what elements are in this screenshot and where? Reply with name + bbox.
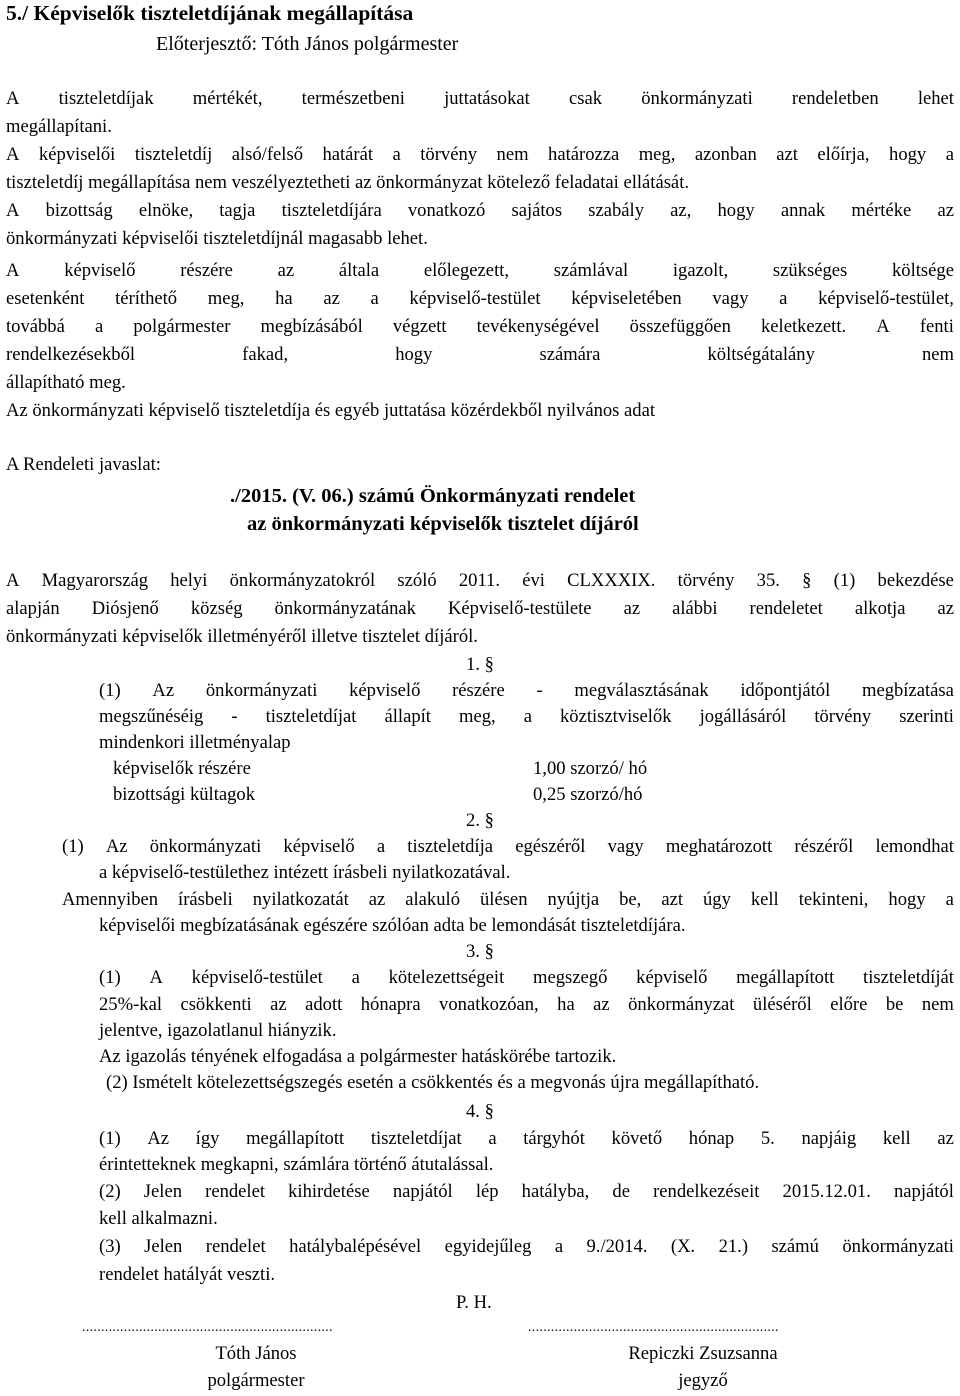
word: a — [370, 288, 379, 309]
word: tiszteletdíjak — [58, 88, 154, 109]
word: állapít — [384, 706, 431, 727]
word: hogy — [888, 889, 926, 910]
word: tiszteletdíját — [863, 967, 954, 988]
word: rendelkezéseit — [653, 1181, 760, 1202]
section2-line — [62, 886, 954, 914]
word: rendeletben — [791, 88, 879, 109]
word: törvény — [814, 706, 872, 727]
word: lép — [475, 1181, 499, 1202]
section4-line: érintetteknek megkapni, számlára történő átutalással. — [99, 1154, 494, 1175]
word: de — [612, 1181, 630, 1202]
word: alakuló — [405, 889, 460, 910]
word: vonatkozó — [407, 200, 486, 221]
word: képviselői — [38, 144, 116, 165]
word: vonatkozóan, — [439, 994, 539, 1015]
word: Az — [147, 1128, 170, 1149]
word: napjától — [392, 1181, 453, 1202]
word: A — [6, 88, 20, 109]
word: alábbi — [672, 598, 718, 619]
word: önkormányzatokról — [229, 570, 376, 591]
word: (1) — [833, 570, 856, 591]
word: egyidejűleg — [444, 1236, 532, 1257]
word: önkormányzati — [149, 836, 262, 857]
word: 2015.12.01. — [782, 1181, 871, 1202]
word: általa — [338, 260, 380, 281]
word: Jelen — [144, 1236, 183, 1257]
word: összefüggően — [629, 316, 731, 337]
intro-line — [6, 285, 954, 313]
word: 2011. — [458, 570, 501, 591]
word: megbízásából — [260, 316, 363, 337]
preamble-line: önkormányzati képviselők illetményéről illetve tisztelet díjáról. — [6, 626, 478, 647]
section4-line — [99, 1125, 954, 1153]
word: részéről — [794, 836, 854, 857]
section2-line — [62, 833, 954, 861]
decree-title-line1: ./2015. (V. 06.) számú Önkormányzati rendelet — [230, 485, 636, 507]
word: Képviselő-testülete — [448, 598, 592, 619]
word: (1) — [99, 967, 121, 988]
word: meg, — [458, 706, 496, 727]
word: ha — [275, 288, 293, 309]
word: (1) — [99, 1128, 121, 1149]
word: község — [190, 598, 243, 619]
word: meg, — [638, 144, 676, 165]
word: meg, — [207, 288, 245, 309]
word: alsó/felső — [231, 144, 303, 165]
word: mértékét, — [192, 88, 263, 109]
intro-line: önkormányzati képviselői tiszteletdíjnál magasabb lehet. — [6, 228, 428, 249]
word: rendeletet — [749, 598, 823, 619]
word: képviselő — [349, 680, 421, 701]
word: azt — [776, 144, 798, 165]
word: A — [6, 144, 20, 165]
word: 9./2014. — [586, 1236, 648, 1257]
word: megállapított — [736, 967, 835, 988]
word: nem — [921, 994, 954, 1015]
section-number: 3. § — [466, 941, 494, 962]
intro-justified-line: rendelkezésekből fakad, hogy számára költségátalány nem — [6, 344, 954, 365]
word: így — [195, 1128, 220, 1149]
section4-line: rendelet hatályát veszti. — [99, 1264, 276, 1285]
section4-line: kell alkalmazni. — [99, 1208, 218, 1229]
intro-line — [6, 257, 954, 285]
section4-line — [99, 1178, 954, 1206]
word: téríthető — [115, 288, 178, 309]
word: ülésen — [479, 889, 528, 910]
section1-line: mindenkori illetményalap — [99, 732, 291, 753]
word: mértéke — [851, 200, 912, 221]
section-number: 2. § — [466, 810, 494, 831]
word: tiszteletdíjára — [281, 200, 382, 221]
word: bizottság — [45, 200, 113, 221]
word: úgy — [702, 889, 731, 910]
word: képviselő — [64, 260, 136, 281]
word: (3) — [99, 1236, 121, 1257]
word: Diósjenő — [91, 598, 159, 619]
presenter-line: Előterjesztő: Tóth János polgármester — [156, 33, 459, 55]
word: képviselő-testület, — [818, 288, 954, 309]
word: fenti — [919, 316, 954, 337]
word: a — [523, 706, 532, 727]
decree-title-line2: az önkormányzati képviselők tisztelet díjáról — [247, 513, 639, 535]
word: tiszteletdíjat — [370, 1128, 462, 1149]
word: alkotja — [854, 598, 906, 619]
word: 35. — [756, 570, 780, 591]
word: természetbeni — [301, 88, 405, 109]
signature-line-left: .................................................................. — [82, 1320, 333, 1335]
section3-line: (2) Ismételt kötelezettségszegés esetén a csökkentés és a megvonás újra megállapítható. — [106, 1072, 760, 1093]
section4-line — [99, 1233, 954, 1261]
word: tevékenységével — [476, 316, 600, 337]
word: csökkenti — [180, 994, 252, 1015]
section-number: 1. § — [466, 654, 494, 675]
word: egészéről — [515, 836, 586, 857]
word: a — [488, 1128, 497, 1149]
word: adott — [305, 994, 343, 1015]
word: 5. — [760, 1128, 775, 1149]
word: végzett — [392, 316, 447, 337]
word: napjáig — [801, 1128, 857, 1149]
word: helyi — [170, 570, 208, 591]
word: törvény — [420, 144, 478, 165]
intro-line — [6, 197, 954, 225]
word: A — [6, 200, 20, 221]
word: rendelet — [205, 1181, 266, 1202]
signatory-name-left: Tóth János — [215, 1343, 297, 1364]
word: ha — [557, 994, 575, 1015]
intro-line — [6, 341, 954, 369]
word: képviseletében — [571, 288, 682, 309]
signature-line-right: .................................................................. — [528, 1320, 779, 1335]
word: a — [554, 1236, 564, 1257]
rate-value: 1,00 szorzó/ hó — [533, 758, 648, 779]
word: évi — [522, 570, 545, 591]
word: hónap — [688, 1128, 735, 1149]
word: önkormányzat — [628, 994, 735, 1015]
word: az — [277, 260, 295, 281]
word: (2) — [99, 1181, 121, 1202]
section1-line — [99, 677, 954, 705]
word: hatálybalépésével — [289, 1236, 422, 1257]
word: költsége — [892, 260, 954, 281]
word: vagy — [607, 836, 644, 857]
word: törvény — [677, 570, 735, 591]
word: megbízatása — [862, 680, 954, 701]
seal-mark: P. H. — [456, 1292, 492, 1313]
intro-line — [6, 85, 954, 113]
word: tárgyhót — [523, 1128, 585, 1149]
word: be — [885, 994, 904, 1015]
word: - — [536, 680, 543, 701]
word: be, — [619, 889, 642, 910]
word: Jelen — [143, 1181, 183, 1202]
word: Az — [105, 836, 128, 857]
word: a — [94, 316, 104, 337]
section3-line — [99, 991, 954, 1019]
rate-label: képviselők részére — [113, 758, 251, 779]
word: bekezdése — [877, 570, 954, 591]
proposal-label: A Rendeleti javaslat: — [6, 454, 161, 475]
word: CLXXXIX. — [567, 570, 656, 591]
word: A — [6, 570, 20, 591]
word: előlegezett, — [423, 260, 510, 281]
word: kötelezettségeit — [388, 967, 505, 988]
word: időpontjától — [740, 680, 831, 701]
word: hogy — [889, 144, 927, 165]
intro-line: állapítható meg. — [6, 372, 126, 393]
word: Magyarország — [41, 570, 148, 591]
word: kihirdetése — [288, 1181, 370, 1202]
word: részére — [452, 680, 505, 701]
word: írásbeli — [178, 889, 233, 910]
word: önkormányzati — [842, 1236, 954, 1257]
word: polgármester — [133, 316, 231, 337]
word: szóló — [397, 570, 437, 591]
section3-line: jelentve, igazolatlanul hiányzik. — [99, 1020, 337, 1041]
word: az, — [670, 200, 692, 221]
word: önkormányzatának — [274, 598, 416, 619]
intro-line: Az önkormányzati képviselő tiszteletdíja és egyéb juttatása közérdekből nyilvános adat — [6, 400, 656, 421]
rate-label: bizottsági kültagok — [113, 784, 256, 805]
word: (1) — [62, 836, 84, 857]
word: üléséről — [752, 994, 812, 1015]
word: határát — [322, 144, 374, 165]
word: a — [351, 967, 360, 988]
section3-line: Az igazolás tényének elfogadása a polgármester hatáskörébe tartozik. — [99, 1046, 617, 1067]
word: - — [231, 706, 238, 727]
word: tiszteletdíjat — [265, 706, 357, 727]
word: sajátos — [511, 200, 563, 221]
word: önkormányzati — [641, 88, 753, 109]
word: lemondhat — [875, 836, 954, 857]
word: az — [937, 1128, 954, 1149]
word: (X. — [670, 1236, 696, 1257]
word: A — [149, 967, 163, 988]
section-number: 4. § — [466, 1101, 494, 1122]
intro-line: megállapítani. — [6, 116, 112, 137]
word: hogy — [717, 200, 755, 221]
word: hatályba, — [521, 1181, 590, 1202]
word: § — [802, 570, 812, 591]
word: Az — [152, 680, 175, 701]
word: számlával — [553, 260, 629, 281]
word: az — [937, 200, 954, 221]
preamble-line — [6, 595, 954, 623]
word: elnöke, — [138, 200, 194, 221]
word: kell — [750, 889, 779, 910]
section2-line: a képviselő-testülethez intézett írásbeli nyilatkozatával. — [99, 862, 511, 883]
word: keletkezett. — [760, 316, 847, 337]
word: köztisztviselők — [559, 706, 672, 727]
word: (1) — [99, 680, 121, 701]
word: a — [376, 836, 386, 857]
word: tiszteletdíj — [134, 144, 213, 165]
word: Amennyiben — [62, 889, 159, 910]
word: továbbá — [6, 316, 65, 337]
section3-line — [99, 964, 954, 992]
word: 21.) — [718, 1236, 749, 1257]
signatory-name-right: Repiczki Zsuzsanna — [628, 1343, 778, 1364]
word: igazolt, — [672, 260, 729, 281]
word: tekinteni, — [798, 889, 869, 910]
word: vagy — [712, 288, 749, 309]
word: nem — [496, 144, 529, 165]
word: a — [392, 144, 401, 165]
signatory-role-left: polgármester — [207, 1370, 305, 1391]
word: előírja, — [817, 144, 870, 165]
word: hónapra — [360, 994, 421, 1015]
word: nyilatkozatát — [252, 889, 349, 910]
section1-line — [99, 703, 954, 731]
word: megszűnéséig — [99, 706, 204, 727]
word: alapján — [6, 598, 60, 619]
word: képviselő — [636, 967, 708, 988]
word: A — [876, 316, 890, 337]
word: az — [623, 598, 641, 619]
word: nyújtja — [547, 889, 600, 910]
word: 25%-kal — [99, 994, 162, 1015]
word: előre — [830, 994, 868, 1015]
word: az — [368, 889, 386, 910]
word: lehet — [917, 88, 954, 109]
word: az — [937, 598, 954, 619]
word: azt — [661, 889, 683, 910]
word: önkormányzati — [205, 680, 318, 701]
word: annak — [780, 200, 826, 221]
word: megválasztásának — [574, 680, 709, 701]
intro-line: tiszteletdíj megállapítása nem veszélyeztetheti az önkormányzat kötelező feladatai ellátását. — [6, 172, 690, 193]
word: megállapított — [246, 1128, 345, 1149]
word: követő — [611, 1128, 663, 1149]
word: szerinti — [899, 706, 954, 727]
word: rendelet — [205, 1236, 266, 1257]
word: megszegő — [533, 967, 608, 988]
rate-value: 0,25 szorzó/hó — [533, 784, 643, 805]
word: az — [593, 994, 610, 1015]
word: esetenként — [6, 288, 85, 309]
word: képviselő-testület — [409, 288, 541, 309]
intro-line — [6, 141, 954, 169]
word: a — [945, 889, 954, 910]
word: az — [270, 994, 287, 1015]
word: részére — [180, 260, 233, 281]
word: napjától — [893, 1181, 954, 1202]
word: szabály — [588, 200, 645, 221]
intro-line — [6, 313, 954, 341]
word: tagja — [219, 200, 256, 221]
word: képviselő-testület — [191, 967, 323, 988]
preamble-line — [6, 567, 954, 595]
word: juttatásokat — [444, 88, 530, 109]
word: tiszteletdíja — [407, 836, 494, 857]
word: a — [945, 144, 954, 165]
word: számú — [771, 1236, 819, 1257]
section2-line: képviselői megbízatásának egészére szólóan adta be lemondását tiszteletdíjára. — [99, 915, 686, 936]
word: képviselő — [283, 836, 355, 857]
word: szükséges — [772, 260, 848, 281]
word: az — [323, 288, 340, 309]
word: azonban — [694, 144, 757, 165]
word: meghatározott — [665, 836, 773, 857]
page-title: 5./ Képviselők tiszteletdíjának megállapítása — [6, 1, 414, 25]
word: csak — [568, 88, 603, 109]
word: a — [779, 288, 788, 309]
signatory-role-right: jegyző — [678, 1370, 728, 1391]
word: határozza — [548, 144, 620, 165]
word: kell — [882, 1128, 911, 1149]
word: jogállásáról — [699, 706, 787, 727]
word: A — [6, 260, 20, 281]
